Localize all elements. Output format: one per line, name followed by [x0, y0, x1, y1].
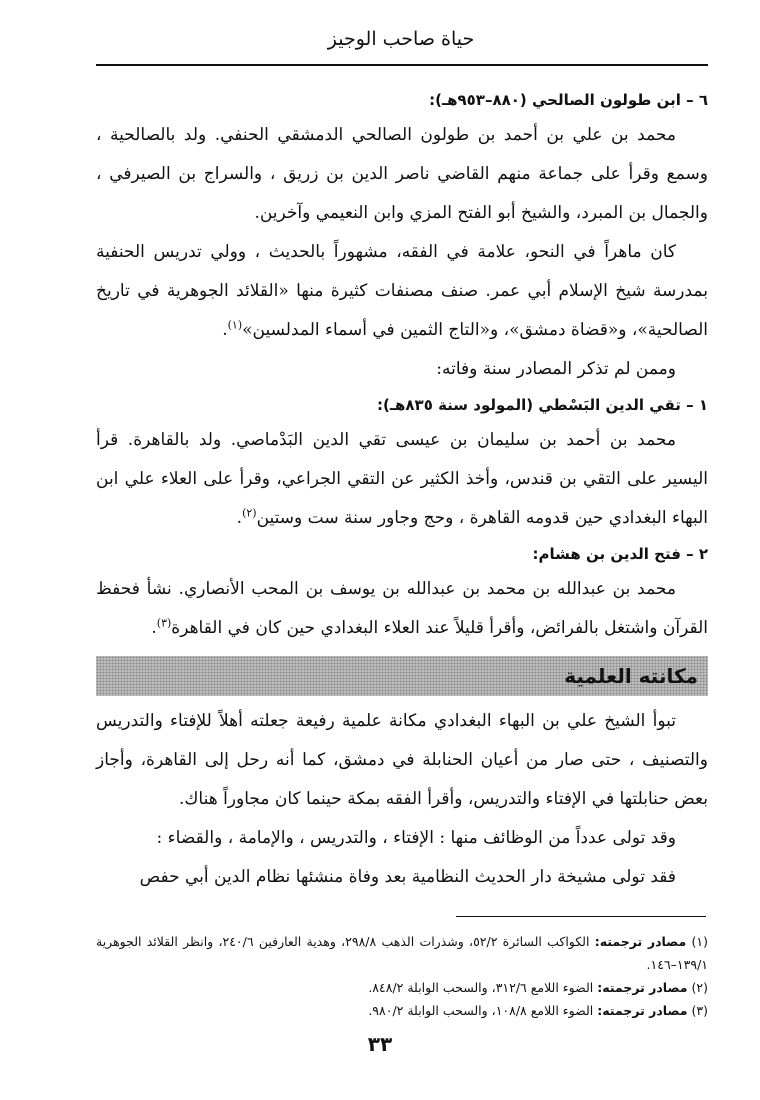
page-number: ٣٣: [367, 1032, 393, 1056]
footnote-number: (٢): [691, 980, 708, 995]
footnote-3: [96, 999, 708, 1022]
paragraph-status-2: وقد تولى عدداً من الوظائف منها : الإفتاء ، والتدريس ، والإمامة ، والقضاء :: [156, 828, 676, 848]
footnote-number: (٣): [691, 1003, 708, 1018]
paragraph-intro-others: وممن لم تذكر المصادر سنة وفاته:: [436, 359, 676, 379]
footnote-1: [96, 930, 708, 976]
paragraph-status-3: فقد تولى مشيخة دار الحديث النظامية بعد وفاة منشئها نظام الدين أبي حفص: [139, 867, 676, 887]
footnote-text: الكواكب السائرة ٥٢/٢، وشذرات الذهب ٢٩٨/٨، وهدية العارفين ٢٤٠/٦، وانظر القلائد الجوهرية ١٣٩/١–١٤٦.: [96, 934, 708, 972]
header-rule: [96, 64, 708, 66]
section-title: مكانته العلمية: [564, 664, 698, 688]
paragraph-ibn-tulun-bio: محمد بن علي بن أحمد بن طولون الصالحي الدمشقي الحنفي. ولد بالصالحية ، وسمع وقرأ على جماعة منهم القاضي ناصر الدين بن زريق ، والسراج بن الصيرفي ، والجمال بن المبرد، والشيخ أبو الفتح المزي وابن النعيمي وآخرين.: [96, 125, 708, 223]
section-title-band: [96, 656, 708, 696]
footnote-label: مصادر ترجمته:: [597, 980, 688, 995]
heading-ibn-tulun: ٦ – ابن طولون الصالحي (٨٨٠–٩٥٣هـ):: [429, 91, 708, 109]
footnote-ref-2[interactable]: (٢): [242, 506, 257, 520]
page-body: [96, 84, 708, 897]
running-header: حياة صاحب الوجيز: [327, 28, 475, 50]
footnote-text: الضوء اللامع ٣١٢/٦، والسحب الوابلة ٨٤٨/٢.: [368, 980, 594, 995]
footnote-label: مصادر ترجمته:: [597, 1003, 688, 1018]
paragraph-taqi-bastii: [96, 421, 708, 538]
footnote-text: الضوء اللامع ١٠٨/٨، والسحب الوابلة ٩٨٠/٢.: [368, 1003, 594, 1018]
paragraph-text: محمد بن عبدالله بن محمد بن عبدالله بن يوسف بن المحب الأنصاري. نشأ فحفظ القرآن واشتغل بالفرائض، وأقرأ قليلاً عند العلاء البغدادي حين كان في القاهرة: [96, 579, 708, 638]
paragraph-text: كان ماهراً في النحو، علامة في الفقه، مشهوراً بالحديث ، وولي تدريس الحنفية بمدرسة شيخ الإسلام أبي عمر. صنف مصنفات كثيرة منها «القلائد الجوهرية في تاريخ الصالحية»، و«قضاة دمشق»، و«التاج الثمين في أسماء المدلسين»: [96, 242, 708, 340]
footnote-2: [96, 976, 708, 999]
footnote-ref-1[interactable]: (١): [227, 318, 243, 332]
paragraph-end: .: [151, 618, 157, 638]
heading-taqi-bastii: ١ – تقي الدين البَسْطي (المولود سنة ٨٣٥هـ):: [377, 396, 708, 414]
footnote-ref-3[interactable]: (٣): [156, 616, 172, 630]
paragraph-text: محمد بن أحمد بن سليمان بن عيسى تقي الدين البَدْماصي. ولد بالقاهرة. قرأ اليسير على التقي بن قندس، وأخذ الكثير عن التقي الجراعي، وقرأ على العلاء علي ابن البهاء البغدادي حين قدومه القاهرة ، وحج وجاور سنة ست وستين: [96, 430, 708, 528]
paragraph-status-1: تبوأ الشيخ علي بن البهاء البغدادي مكانة علمية رفيعة جعلته أهلاً للإفتاء والتدريس والتصنيف ، حتى صار من أعيان الحنابلة في دمشق، كما أنه رحل إلى القاهرة، وأجاز بعض حنابلتها في الإفتاء والتدريس، وأقرأ الفقه بمكة حينما كان مجاوراً هناك.: [96, 711, 708, 809]
footnote-number: (١): [691, 934, 708, 949]
paragraph-ibn-tulun-works: [96, 233, 708, 350]
paragraph-fath-din: [96, 570, 708, 648]
footnote-rule: [456, 916, 706, 917]
footnote-label: مصادر ترجمته:: [594, 934, 687, 949]
paragraph-end: .: [236, 508, 243, 528]
heading-fath-din: ٢ – فتح الدين بن هشام:: [532, 545, 708, 563]
footnotes: [96, 930, 708, 1022]
paragraph-end: .: [222, 320, 228, 340]
